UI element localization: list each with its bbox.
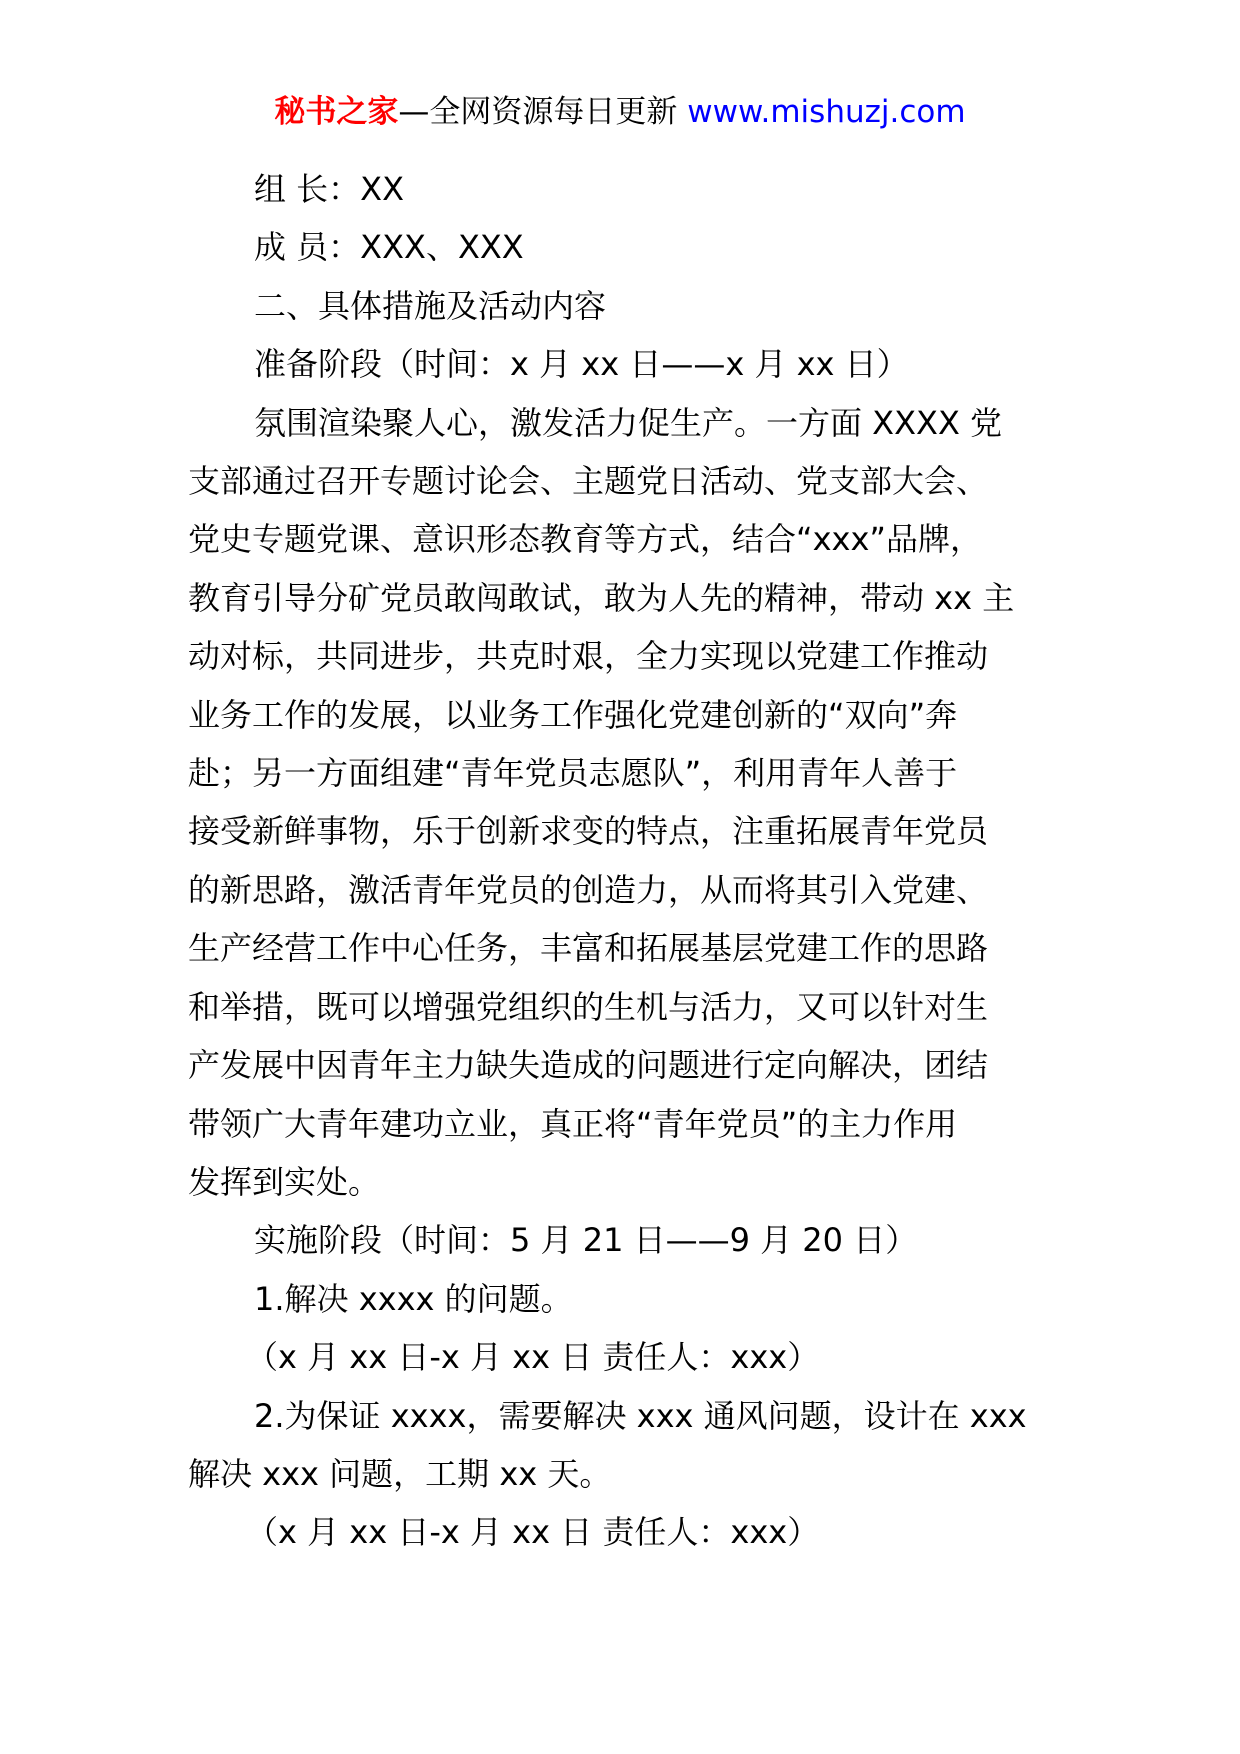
leader-line: 组 长：XX xyxy=(254,170,405,208)
document-body xyxy=(188,160,1052,1562)
members-line: 成 员：XXX、XXX xyxy=(254,228,524,267)
prep-stage-heading: 准备阶段（时间：x 月 xx 日——x 月 xx 日） xyxy=(254,345,909,384)
header-tagline: —全网资源每日更新 xyxy=(398,94,678,130)
paragraph-line: 的新思路，激活青年党员的创造力，从而将其引入党建、 xyxy=(188,870,989,909)
paragraph-line: 业务工作的发展，以业务工作强化党建创新的“双向”奔 xyxy=(188,695,958,734)
brand-name: 秘书之家 xyxy=(274,94,399,130)
paragraph-line: 支部通过召开专题讨论会、主题党日活动、党支部大会、 xyxy=(188,462,989,501)
paragraph-line: 动对标，共同进步，共克时艰，全力实现以党建工作推动 xyxy=(188,637,989,676)
website-link[interactable]: www.mishuzj.com xyxy=(687,94,966,130)
paragraph-line: 赴；另一方面组建“青年党员志愿队”，利用青年人善于 xyxy=(188,754,958,793)
paragraph-line: 发挥到实处。 xyxy=(188,1162,381,1201)
paragraph-line: 和举措，既可以增强党组织的生机与活力，又可以针对生 xyxy=(188,987,989,1026)
paragraph-line: 党史专题党课、意识形态教育等方式，结合“xxx”品牌， xyxy=(188,520,982,559)
paragraph-line: 产发展中因青年主力缺失造成的问题进行定向解决，团结 xyxy=(188,1046,989,1085)
paragraph-line: 接受新鲜事物，乐于创新求变的特点，注重拓展青年党员 xyxy=(188,812,989,851)
page-header xyxy=(0,92,1240,132)
task-item-2-note: （x 月 xx 日-x 月 xx 日 责任人：xxx） xyxy=(246,1513,820,1552)
paragraph-line: 2.为保证 xxxx，需要解决 xxx 通风问题，设计在 xxx xyxy=(254,1396,1027,1435)
paragraph-line: 教育引导分矿党员敢闯敢试，敢为人先的精神，带动 xx 主 xyxy=(188,578,1015,617)
task-item-1: 1.解决 xxxx 的问题。 xyxy=(254,1279,573,1318)
task-item-2 xyxy=(188,1387,1052,1504)
paragraph-line: 带领广大青年建功立业，真正将“青年党员”的主力作用 xyxy=(188,1104,958,1143)
paragraph-line: 生产经营工作中心任务，丰富和拓展基层党建工作的思路 xyxy=(188,929,989,968)
paragraph-line: 氛围渲染聚人心，激发活力促生产。一方面 XXXX 党 xyxy=(254,403,1003,442)
section-heading: 二、具体措施及活动内容 xyxy=(254,286,607,325)
task-item-1-note: （x 月 xx 日-x 月 xx 日 责任人：xxx） xyxy=(246,1338,820,1377)
paragraph-line: 解决 xxx 问题，工期 xx 天。 xyxy=(188,1454,612,1493)
impl-stage-heading: 实施阶段（时间：5 月 21 日——9 月 20 日） xyxy=(254,1221,918,1260)
prep-stage-paragraph xyxy=(188,394,1052,1212)
